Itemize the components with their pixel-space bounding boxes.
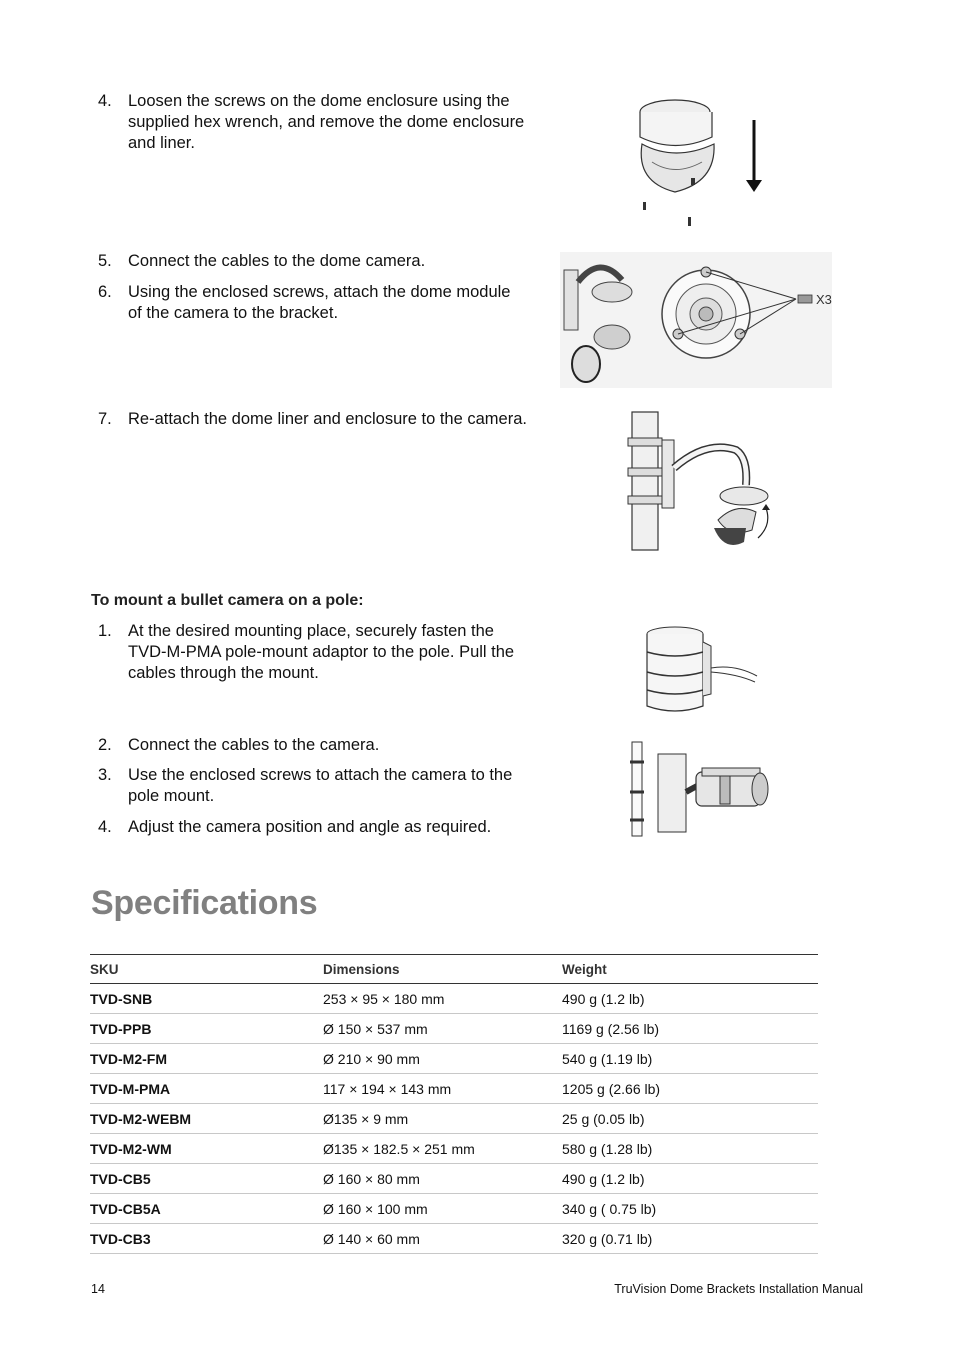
weight-cell: 1205 g (2.66 lb): [562, 1074, 818, 1104]
dimensions-cell: Ø 150 × 537 mm: [323, 1014, 562, 1044]
dimensions-cell: Ø 160 × 100 mm: [323, 1194, 562, 1224]
sku-cell: TVD-M2-WM: [90, 1134, 323, 1164]
sku-cell: TVD-CB3: [90, 1224, 323, 1254]
table-row: [90, 1044, 818, 1074]
specifications-table: [90, 954, 818, 1254]
sku-cell: TVD-CB5: [90, 1164, 323, 1194]
weight-cell: 490 g (1.2 lb): [562, 1164, 818, 1194]
sku-cell: TVD-M2-WEBM: [90, 1104, 323, 1134]
step-number: 6.: [98, 283, 112, 301]
bullet-pole-heading: To mount a bullet camera on a pole:: [91, 592, 364, 609]
dome-module-bracket-illustration: [560, 252, 840, 388]
table-row: [90, 1134, 818, 1164]
weight-cell: 1169 g (2.56 lb): [562, 1014, 818, 1044]
step-number: 4.: [98, 92, 112, 110]
step-text: Adjust the camera position and angle as required.: [128, 818, 492, 836]
sku-cell: TVD-M2-FM: [90, 1044, 323, 1074]
dimensions-cell: Ø135 × 9 mm: [323, 1104, 562, 1134]
step-number: 3.: [98, 766, 112, 784]
manual-title: TruVision Dome Brackets Installation Manual: [614, 1282, 863, 1296]
header-dimensions: Dimensions: [323, 955, 562, 984]
sku-cell: TVD-CB5A: [90, 1194, 323, 1224]
step-number: 1.: [98, 622, 112, 640]
page-number: 14: [91, 1282, 105, 1296]
dimensions-cell: Ø 160 × 80 mm: [323, 1164, 562, 1194]
reattach-enclosure-illustration: [626, 410, 776, 552]
weight-cell: 490 g (1.2 lb): [562, 984, 818, 1014]
table-row: [90, 1014, 818, 1044]
table-row: [90, 984, 818, 1014]
table-header-row: [90, 955, 818, 984]
header-sku: SKU: [90, 955, 323, 984]
dimensions-cell: Ø 140 × 60 mm: [323, 1224, 562, 1254]
pole-mount-adaptor-illustration: [645, 624, 765, 716]
step-text: Use the enclosed screws to attach the camera to the pole mount.: [128, 766, 513, 805]
weight-cell: 340 g ( 0.75 lb): [562, 1194, 818, 1224]
table-row: [90, 1074, 818, 1104]
step-number: 5.: [98, 252, 112, 270]
step-number: 2.: [98, 736, 112, 754]
weight-cell: 580 g (1.28 lb): [562, 1134, 818, 1164]
sku-cell: TVD-SNB: [90, 984, 323, 1014]
weight-cell: 25 g (0.05 lb): [562, 1104, 818, 1134]
header-weight: Weight: [562, 955, 818, 984]
step-text: Re-attach the dome liner and enclosure to the camera.: [128, 410, 527, 428]
table-row: [90, 1194, 818, 1224]
step-text: Connect the cables to the dome camera.: [128, 252, 426, 270]
dimensions-cell: 253 × 95 × 180 mm: [323, 984, 562, 1014]
step-number: 7.: [98, 410, 112, 428]
dimensions-cell: Ø 210 × 90 mm: [323, 1044, 562, 1074]
table-row: [90, 1104, 818, 1134]
step-number: 4.: [98, 818, 112, 836]
table-row: [90, 1164, 818, 1194]
specifications-title: Specifications: [91, 884, 318, 922]
weight-cell: 320 g (0.71 lb): [562, 1224, 818, 1254]
screws-count-label: X3: [816, 292, 832, 307]
step-text: Loosen the screws on the dome enclosure using the supplied hex wrench, and remove the dome enclosure and liner.: [128, 92, 525, 152]
step-text: At the desired mounting place, securely fasten the TVD-M-PMA pole-mount adaptor to the pole. Pull the cables through the mount.: [128, 622, 515, 682]
sku-cell: TVD-PPB: [90, 1014, 323, 1044]
step-text: Connect the cables to the camera.: [128, 736, 380, 754]
dimensions-cell: Ø135 × 182.5 × 251 mm: [323, 1134, 562, 1164]
sku-cell: TVD-M-PMA: [90, 1074, 323, 1104]
bullet-camera-mounted-illustration: [630, 740, 772, 838]
table-row: [90, 1224, 818, 1254]
step-text: Using the enclosed screws, attach the dome module of the camera to the bracket.: [128, 283, 511, 322]
dome-enclosure-removal-illustration: [630, 92, 770, 232]
weight-cell: 540 g (1.19 lb): [562, 1044, 818, 1074]
dimensions-cell: 117 × 194 × 143 mm: [323, 1074, 562, 1104]
